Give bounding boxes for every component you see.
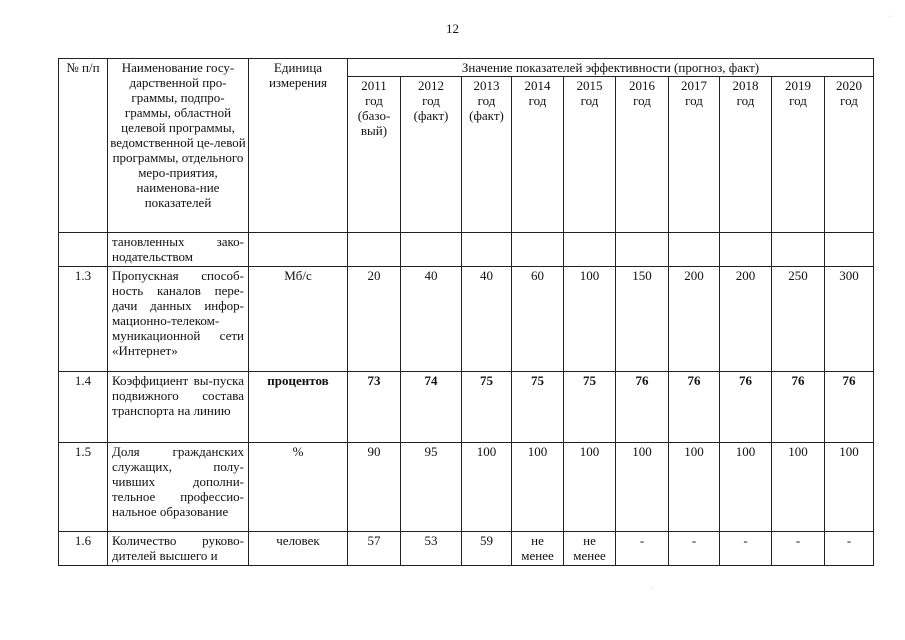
row-value: 300 xyxy=(825,267,874,372)
row-value: 100 xyxy=(616,443,669,532)
row-value: 90 xyxy=(348,443,401,532)
row-unit xyxy=(249,233,348,267)
row-value: 75 xyxy=(512,372,564,443)
table-row-1-6 xyxy=(59,532,874,566)
row-value xyxy=(348,233,401,267)
row-value xyxy=(825,233,874,267)
row-value: 76 xyxy=(669,372,720,443)
row-value: - xyxy=(720,532,772,566)
row-value: - xyxy=(616,532,669,566)
header-year-2019: 2019 год xyxy=(772,77,825,233)
row-value: 74 xyxy=(401,372,462,443)
row-value: 100 xyxy=(512,443,564,532)
row-value: не менее xyxy=(512,532,564,566)
row-value: 76 xyxy=(825,372,874,443)
row-value: 100 xyxy=(669,443,720,532)
header-year-2011: 2011 год (базо-вый) xyxy=(348,77,401,233)
row-name: Коэффициент вы-пуска подвижного состава транспорта на линию xyxy=(108,372,249,443)
row-value: не менее xyxy=(564,532,616,566)
header-year-2014: 2014 год xyxy=(512,77,564,233)
table-row-1-3 xyxy=(59,267,874,372)
row-name: Пропускная способ-ность каналов пере-дачи данных инфор-мационно-телеком-муникационной сети «Интернет» xyxy=(108,267,249,372)
row-value: 100 xyxy=(564,267,616,372)
row-value: 57 xyxy=(348,532,401,566)
row-value: 76 xyxy=(720,372,772,443)
indicators-table xyxy=(58,58,874,566)
row-value: 53 xyxy=(401,532,462,566)
row-name: Доля гражданских служащих, полу-чивших дополни-тельное профессио-нальное образование xyxy=(108,443,249,532)
row-value: 40 xyxy=(462,267,512,372)
row-value: 59 xyxy=(462,532,512,566)
row-value: - xyxy=(772,532,825,566)
row-num: 1.4 xyxy=(59,372,108,443)
row-value xyxy=(401,233,462,267)
row-name: Количество руково-дителей высшего и xyxy=(108,532,249,566)
header-year-2020: 2020 год xyxy=(825,77,874,233)
header-year-2015: 2015 год xyxy=(564,77,616,233)
header-year-2012: 2012 год (факт) xyxy=(401,77,462,233)
scan-speck: · xyxy=(890,14,892,20)
header-year-2013: 2013 год (факт) xyxy=(462,77,512,233)
row-value: 100 xyxy=(825,443,874,532)
row-value: 76 xyxy=(616,372,669,443)
row-value: 40 xyxy=(401,267,462,372)
row-value: 76 xyxy=(772,372,825,443)
row-value: 75 xyxy=(564,372,616,443)
row-value xyxy=(772,233,825,267)
row-value: 250 xyxy=(772,267,825,372)
row-value xyxy=(720,233,772,267)
row-value: 73 xyxy=(348,372,401,443)
table-row-1-5 xyxy=(59,443,874,532)
row-value: 20 xyxy=(348,267,401,372)
row-num: 1.5 xyxy=(59,443,108,532)
row-unit: % xyxy=(249,443,348,532)
scan-speck: · xyxy=(651,586,653,592)
row-name: тановленных зако-нодательством xyxy=(108,233,249,267)
row-value: 100 xyxy=(564,443,616,532)
header-year-2016: 2016 год xyxy=(616,77,669,233)
row-value xyxy=(669,233,720,267)
page-number: 12 xyxy=(446,21,459,36)
table-row-1-4 xyxy=(59,372,874,443)
header-year-2018: 2018 год xyxy=(720,77,772,233)
row-value: - xyxy=(669,532,720,566)
row-value xyxy=(564,233,616,267)
row-value: - xyxy=(825,532,874,566)
row-num xyxy=(59,233,108,267)
row-num: 1.6 xyxy=(59,532,108,566)
row-value: 100 xyxy=(720,443,772,532)
row-value xyxy=(616,233,669,267)
row-value xyxy=(462,233,512,267)
header-name: Наименование госу-дарственной про-граммы, подпро-граммы, областной целевой программы, ведомственной це-левой программы, отдельного меро-приятия, наименова-ние показателей xyxy=(108,59,249,233)
header-values-title: Значение показателей эффективности (прогноз, факт) xyxy=(348,59,874,77)
row-unit: человек xyxy=(249,532,348,566)
row-value: 75 xyxy=(462,372,512,443)
header-num: № п/п xyxy=(59,59,108,233)
row-value xyxy=(512,233,564,267)
row-value: 100 xyxy=(462,443,512,532)
header-row-1 xyxy=(59,59,874,77)
row-value: 60 xyxy=(512,267,564,372)
row-value: 200 xyxy=(720,267,772,372)
row-value: 200 xyxy=(669,267,720,372)
table-row xyxy=(59,233,874,267)
row-num: 1.3 xyxy=(59,267,108,372)
row-value: 150 xyxy=(616,267,669,372)
row-value: 100 xyxy=(772,443,825,532)
header-year-2017: 2017 год xyxy=(669,77,720,233)
row-unit: Мб/с xyxy=(249,267,348,372)
row-unit: процентов xyxy=(249,372,348,443)
row-value: 95 xyxy=(401,443,462,532)
header-unit: Единица измерения xyxy=(249,59,348,233)
